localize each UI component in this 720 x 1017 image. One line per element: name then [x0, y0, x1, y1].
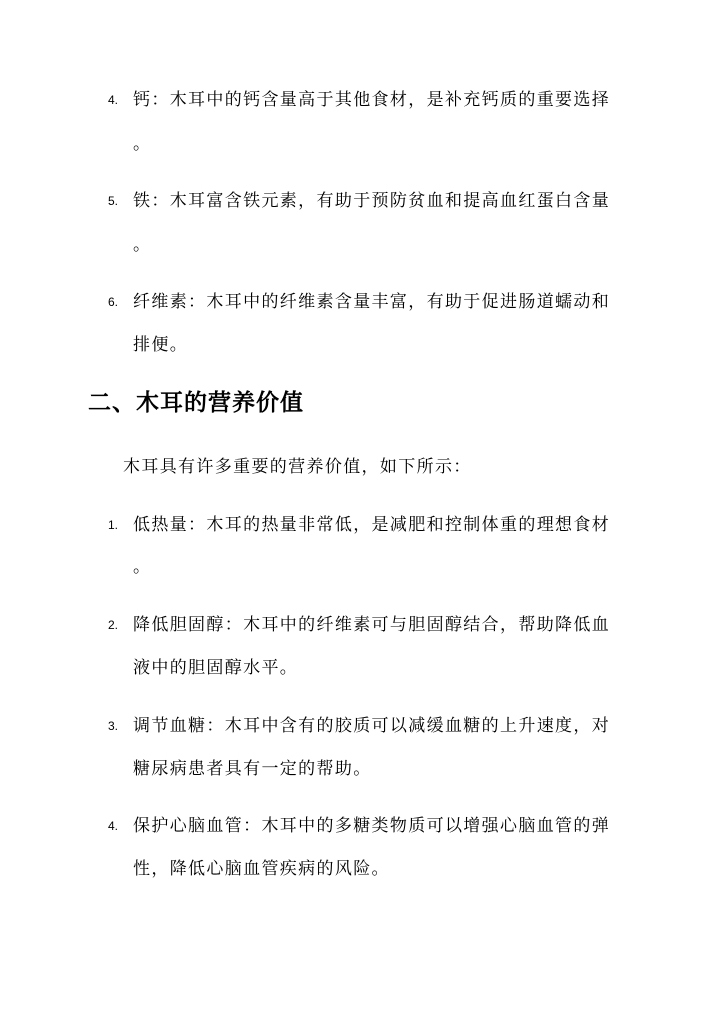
list-item-number: 2. — [108, 618, 119, 632]
list-item-text-continued: 糖尿病患者具有一定的帮助。 — [133, 759, 372, 779]
list-item-number: 3. — [108, 719, 119, 733]
list-item-text: 钙：木耳中的钙含量高于其他食材，是补充钙质的重要选择 — [133, 90, 611, 110]
list-item-text-continued: 液中的胆固醇水平。 — [133, 658, 299, 678]
list-item-text: 铁：木耳富含铁元素，有助于预防贫血和提高血红蛋白含量 — [133, 191, 611, 211]
section-heading: 二、木耳的营养价值 — [88, 389, 304, 416]
list-item-text-continued: 。 — [133, 235, 152, 255]
list-item-number: 4. — [108, 819, 119, 833]
list-item-number: 5. — [108, 194, 119, 208]
list-item-text-continued: 性，降低心脑血管疾病的风险。 — [133, 859, 390, 879]
list-item-text: 降低胆固醇：木耳中的纤维素可与胆固醇结合，帮助降低血 — [133, 615, 611, 635]
list-item-text-continued: 排便。 — [133, 335, 189, 355]
list-item-text: 低热量：木耳的热量非常低，是减肥和控制体重的理想食材 — [133, 515, 611, 535]
list-item-text-continued: 。 — [133, 134, 152, 154]
list-item-number: 1. — [108, 518, 119, 532]
list-item-number: 4. — [108, 93, 119, 107]
list-item-text: 调节血糖：木耳中含有的胶质可以减缓血糖的上升速度，对 — [133, 716, 611, 736]
list-item-text: 保护心脑血管：木耳中的多糖类物质可以增强心脑血管的弹 — [133, 816, 611, 836]
list-item-text-continued: 。 — [133, 557, 152, 577]
list-item-text: 纤维素：木耳中的纤维素含量丰富，有助于促进肠道蠕动和 — [133, 292, 611, 312]
section-intro: 木耳具有许多重要的营养价值，如下所示： — [123, 457, 472, 477]
list-item-number: 6. — [108, 295, 119, 309]
